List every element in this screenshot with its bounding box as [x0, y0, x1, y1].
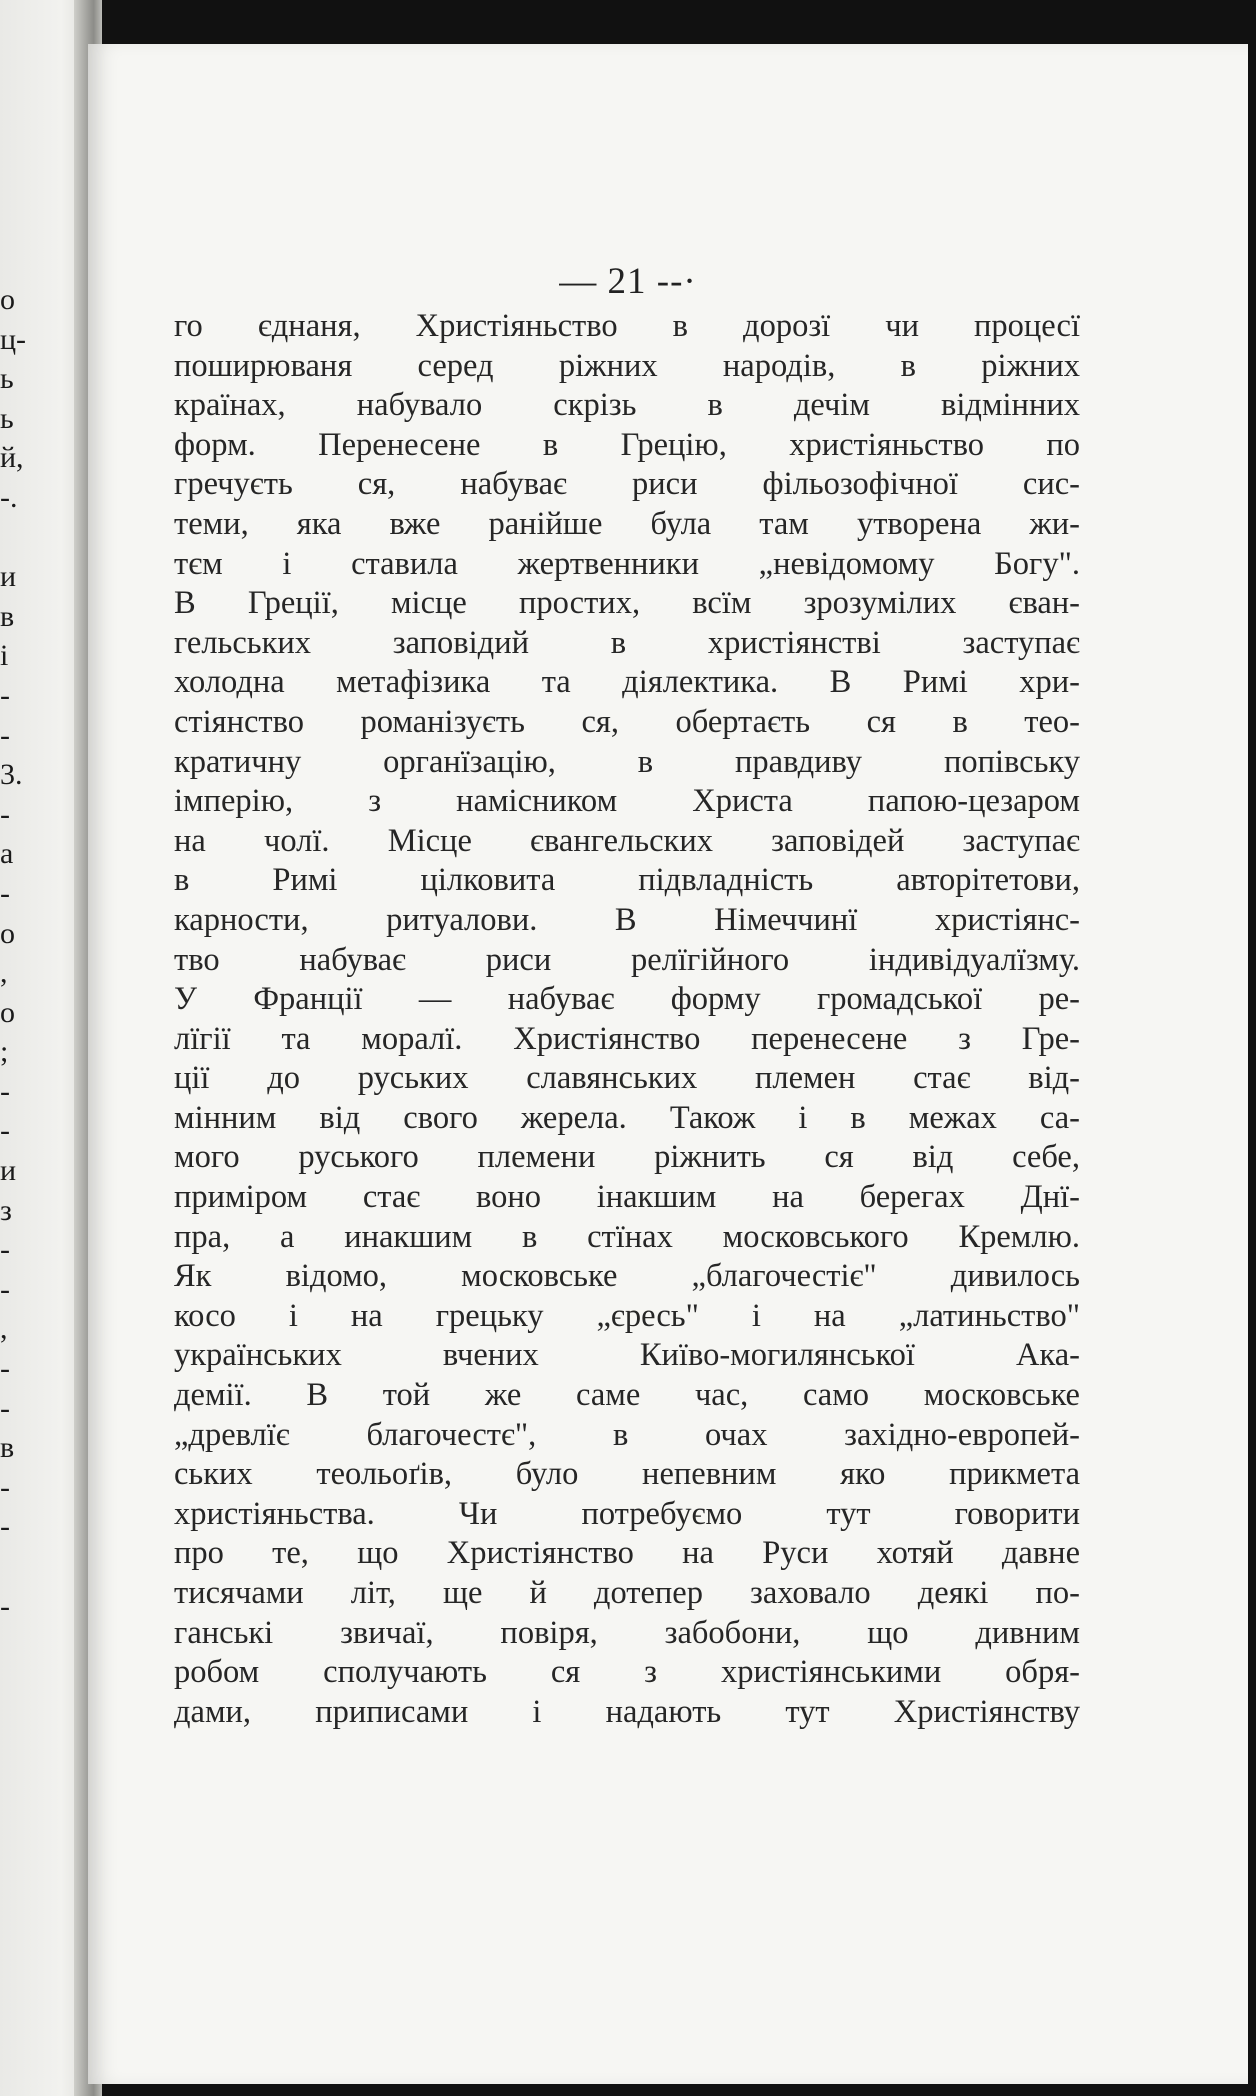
text-line: мінним від свого жерела. Також і в межах са-: [174, 1099, 1080, 1136]
previous-page-fragment: -: [0, 1589, 10, 1623]
previous-page-fragment: и: [0, 1154, 17, 1188]
text-line: Як відомо, московське „благочестіє" дивилось: [174, 1258, 1080, 1295]
text-line: лїгії та моралї. Христіянство перенесене з Гре-: [174, 1020, 1080, 1057]
previous-page-fragment: ь: [0, 362, 14, 396]
previous-page-fragment: -: [0, 1074, 10, 1108]
previous-page-text-fragments: [0, 280, 28, 1626]
previous-page-fragment: 3.: [0, 758, 23, 792]
text-line: пра, а инакшим в стїнах московського Кремлю.: [174, 1218, 1080, 1255]
text-line: В Греції, місце простих, всїм зрозумілих єван-: [174, 585, 1080, 622]
text-line: тисячами літ, ще й дотепер заховало деякі по-: [174, 1575, 1080, 1611]
text-line: кратичну органїзацію, в правдиву попівську: [174, 743, 1080, 780]
previous-page-fragment: в: [0, 1431, 15, 1465]
previous-page-fragment: -: [0, 1391, 10, 1425]
previous-page-fragment: і: [0, 639, 9, 673]
previous-page-fragment: -: [0, 678, 10, 712]
previous-page-fragment: -.: [0, 480, 18, 514]
text-line: країнах, набувало скрізь в дечім відмінних: [174, 387, 1080, 424]
text-line: стіянство романізуєть ся, обертаєть ся в тео-: [174, 703, 1080, 740]
previous-page-fragment: в: [0, 599, 15, 633]
text-line: в Римі цілковита підвладність авторітетови,: [174, 862, 1080, 899]
text-line: христіяньства. Чи потребуємо тут говорити: [174, 1495, 1080, 1532]
text-line: приміром стає воно інакшим на берегах Днї-: [174, 1179, 1080, 1216]
text-line: гельських заповідий в христіянстві заступає: [174, 624, 1080, 661]
text-line: дами, приписами і надають тут Христіянству: [174, 1693, 1080, 1730]
text-line: імперію, з намісником Христа папою-цезаром: [174, 783, 1080, 820]
previous-page-fragment: [0, 1547, 28, 1587]
book-page: [88, 44, 1248, 2084]
previous-page-fragment: о: [0, 916, 15, 950]
previous-page-fragment: ;: [0, 1035, 9, 1069]
text-line: українських вчених Київо-могилянської Ака-: [174, 1337, 1080, 1374]
previous-page-edge: [0, 0, 102, 2096]
previous-page-fragment: ,: [0, 1312, 8, 1346]
text-line: мого руського племени ріжнить ся від себе,: [174, 1139, 1080, 1176]
text-line: поширюваня серед ріжних народів, в ріжних: [174, 347, 1080, 384]
body-text: [174, 307, 1080, 1732]
previous-page-fragment: о: [0, 283, 15, 316]
text-line: теми, яка вже ранійше була там утворена жи-: [174, 505, 1080, 542]
previous-page-fragment: а: [0, 837, 14, 871]
text-line: „древлїє благочестє", в очах західно-европей-: [174, 1416, 1080, 1453]
text-line: холодна метафізика та діялектика. В Римі хри-: [174, 664, 1080, 701]
page-number: — 21 --·: [559, 261, 697, 302]
previous-page-fragment: -: [0, 1352, 10, 1386]
previous-page-fragment: ,: [0, 956, 8, 990]
previous-page-fragment: -: [0, 1510, 10, 1544]
text-line: ганські звичаї, повіря, забобони, що дивним: [174, 1614, 1080, 1651]
previous-page-fragment: -: [0, 718, 10, 752]
text-line: У Франції — набуває форму громадської ре-: [174, 981, 1080, 1018]
text-line: карности, ритуалови. В Німеччинї христіянс-: [174, 901, 1080, 938]
text-line: косо і на грецьку „єресь" і на „латиньство": [174, 1297, 1080, 1334]
previous-page-fragment: -: [0, 1233, 10, 1267]
text-line: про те, що Христіянство на Руси хотяй давне: [174, 1535, 1080, 1572]
text-line: ції до руських славянських племен стає від-: [174, 1060, 1080, 1097]
text-line: демії. В той же саме час, само московське: [174, 1377, 1080, 1414]
previous-page-fragment: -: [0, 797, 10, 831]
previous-page-fragment: з: [0, 1193, 12, 1227]
previous-page-fragment: ь: [0, 401, 14, 435]
text-line: на чолї. Місце євангельских заповідей заступає: [174, 822, 1080, 859]
text-line: тєм і ставила жертвенники „невідомому Богу".: [174, 545, 1080, 582]
previous-page-fragment: -: [0, 1272, 10, 1306]
previous-page-fragment: [0, 518, 28, 558]
previous-page-fragment: й,: [0, 441, 24, 475]
text-line: ських теольоґів, було непевним яко прикмета: [174, 1456, 1080, 1493]
text-line: робом сполучають ся з христіянськими обря-: [174, 1654, 1080, 1691]
previous-page-fragment: -: [0, 1470, 10, 1504]
text-line: форм. Перенесене в Грецію, христіяньство по: [174, 426, 1080, 463]
previous-page-fragment: ц-: [0, 322, 27, 356]
text-line: го єднаня, Христіяньство в дорозї чи процесї: [174, 308, 1080, 344]
previous-page-fragment: о: [0, 995, 15, 1029]
previous-page-fragment: и: [0, 560, 17, 594]
previous-page-fragment: -: [0, 1114, 10, 1148]
text-line: тво набуває риси релїгійного індивідуалїзму.: [174, 941, 1080, 978]
previous-page-fragment: -: [0, 876, 10, 910]
text-line: гречуєть ся, набуває риси фільозофічної сис-: [174, 466, 1080, 503]
